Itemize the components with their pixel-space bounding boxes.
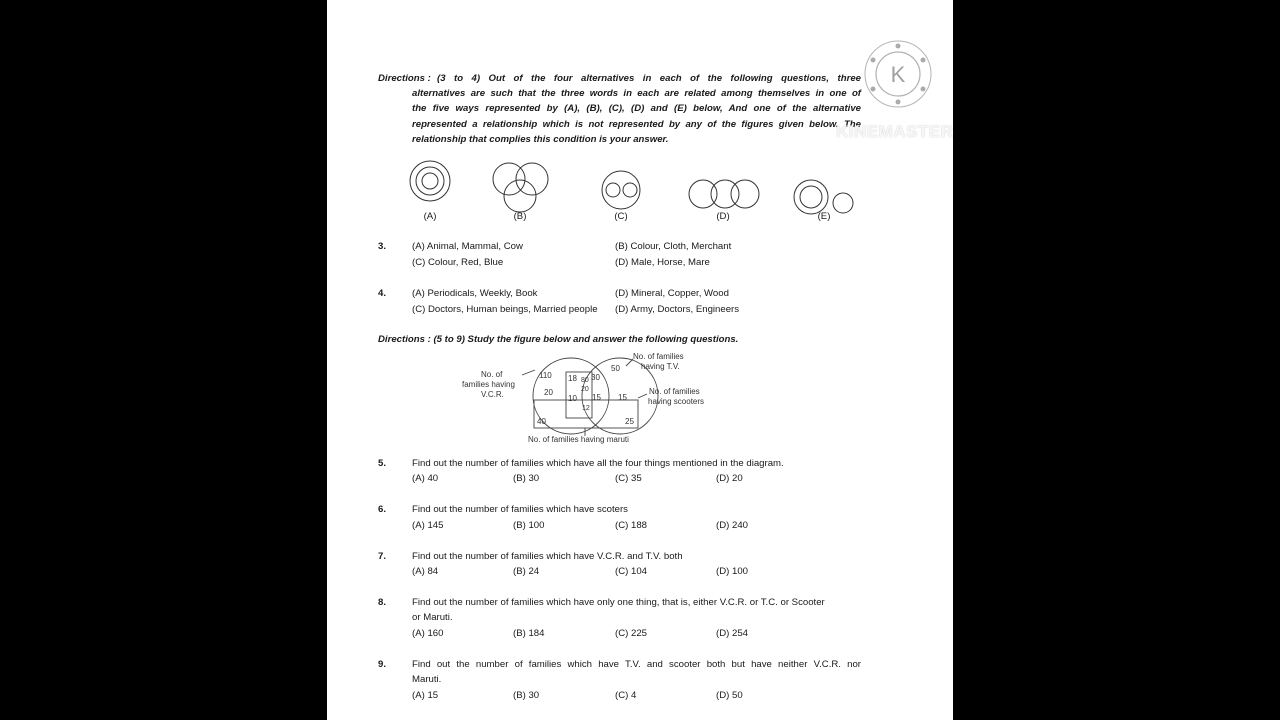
q4-option-c: (C) Doctors, Human beings, Married people xyxy=(412,304,598,315)
pointer-scooter xyxy=(638,394,647,398)
directions-label: Directions : xyxy=(378,73,431,84)
directions-line-3: the five ways represented by (A), (B), (C), (D) and (E) below, And one of the alternative xyxy=(412,103,861,114)
q6-option-a: (A) 145 xyxy=(412,520,444,531)
q7-option-d: (D) 100 xyxy=(716,566,748,577)
figure-e-nested-plus-separate xyxy=(794,180,853,214)
venn-label-scooter-2: having scooters xyxy=(648,397,705,406)
q9-text-line-1: Find out the number of families which have T.V. and scooter both but have neither V.C.R. nor xyxy=(412,659,861,670)
q9-option-c: (C) 4 xyxy=(615,690,637,701)
venn-value-30: 30 xyxy=(591,373,600,382)
venn-value-20-center: 20 xyxy=(581,386,589,393)
q7-text: Find out the number of families which have V.C.R. and T.V. both xyxy=(412,551,683,562)
question-9-number: 9. xyxy=(378,659,387,670)
q9-option-d: (D) 50 xyxy=(716,690,743,701)
venn-value-50: 50 xyxy=(611,364,620,373)
q4-option-b: (D) Mineral, Copper, Wood xyxy=(615,288,729,299)
venn-value-40: 40 xyxy=(537,417,546,426)
venn-label-scooter-1: No. of families xyxy=(649,387,700,396)
venn-value-10: 10 xyxy=(568,394,577,403)
kinemaster-watermark-text: KINEMASTER xyxy=(836,122,954,141)
venn-diagram xyxy=(327,350,953,450)
q8-text-line-1: Find out the number of families which have only one thing, that is, either V.C.R. or T.C. or Scooter xyxy=(412,597,825,608)
q5-option-a: (A) 40 xyxy=(412,473,439,484)
directions-line-4: represented a relationship which is not represented by any of the figures given below. The xyxy=(412,119,861,130)
venn-figures-row xyxy=(327,150,953,220)
venn-value-15-center: 15 xyxy=(592,393,601,402)
venn-label-tv-1: No. of families xyxy=(633,352,684,361)
q8-option-c: (C) 225 xyxy=(615,628,647,639)
q7-option-c: (C) 104 xyxy=(615,566,647,577)
venn-value-15-right: 15 xyxy=(618,393,627,402)
figure-c-two-inside-one xyxy=(602,171,640,209)
svg-text:K: K xyxy=(890,62,906,87)
directions-line-2: alternatives are such that the three words in each are related among themselves in one of xyxy=(412,88,861,99)
q8-text-line-2: or Maruti. xyxy=(412,612,453,623)
figure-label-b: (B) xyxy=(513,211,527,222)
q9-option-a: (A) 15 xyxy=(412,690,439,701)
directions-5-9: Directions : (5 to 9) Study the figure below and answer the following questions. xyxy=(378,334,739,345)
venn-value-110: 110 xyxy=(539,371,552,380)
q8-option-a: (A) 160 xyxy=(412,628,444,639)
directions-line-1: (3 to 4) Out of the four alternatives in each of the following questions, three xyxy=(437,73,861,84)
q6-option-b: (B) 100 xyxy=(513,520,545,531)
q9-text-line-2: Maruti. xyxy=(412,674,442,685)
q5-option-c: (C) 35 xyxy=(615,473,642,484)
figure-label-e: (E) xyxy=(817,211,831,222)
venn-label-vcr-1: No. of xyxy=(481,370,503,379)
figure-label-c: (C) xyxy=(614,211,628,222)
q3-option-a: (A) Animal, Mammal, Cow xyxy=(412,241,523,252)
figure-b-three-overlapping xyxy=(493,163,548,212)
venn-value-18: 18 xyxy=(568,374,577,383)
venn-label-maruti: No. of families having maruti xyxy=(528,435,629,444)
q5-option-b: (B) 30 xyxy=(513,473,540,484)
venn-value-20-left: 20 xyxy=(544,388,553,397)
figure-d-chain xyxy=(689,180,759,208)
q3-option-d: (D) Male, Horse, Mare xyxy=(615,257,710,268)
q3-option-c: (C) Colour, Red, Blue xyxy=(412,257,504,268)
venn-label-vcr-3: V.C.R. xyxy=(481,390,504,399)
q3-option-b: (B) Colour, Cloth, Merchant xyxy=(615,241,732,252)
figure-label-a: (A) xyxy=(423,211,437,222)
figure-label-d: (D) xyxy=(716,211,730,222)
pointer-vcr xyxy=(522,370,535,375)
venn-value-12: 12 xyxy=(582,405,590,412)
venn-value-25: 25 xyxy=(625,417,634,426)
q5-text: Find out the number of families which have all the four things mentioned in the diagram. xyxy=(412,458,784,469)
question-4-number: 4. xyxy=(378,288,387,299)
q4-option-d: (D) Army, Doctors, Engineers xyxy=(615,304,740,315)
q7-option-a: (A) 84 xyxy=(412,566,439,577)
q6-option-c: (C) 188 xyxy=(615,520,647,531)
q8-option-b: (B) 184 xyxy=(513,628,545,639)
question-5-number: 5. xyxy=(378,458,387,469)
q6-text: Find out the number of families which have scoters xyxy=(412,504,628,515)
venn-label-tv-2: having T.V. xyxy=(641,362,680,371)
venn-value-80: 80 xyxy=(581,377,589,384)
question-6-number: 6. xyxy=(378,504,387,515)
question-3-number: 3. xyxy=(378,241,387,252)
directions-line-5: relationship that complies this condition is your answer. xyxy=(412,134,669,145)
q9-option-b: (B) 30 xyxy=(513,690,540,701)
figure-a-concentric xyxy=(410,161,450,201)
question-8-number: 8. xyxy=(378,597,387,608)
q7-option-b: (B) 24 xyxy=(513,566,540,577)
q6-option-d: (D) 240 xyxy=(716,520,748,531)
q8-option-d: (D) 254 xyxy=(716,628,748,639)
q4-option-a: (A) Periodicals, Weekly, Book xyxy=(412,288,538,299)
q5-option-d: (D) 20 xyxy=(716,473,743,484)
question-7-number: 7. xyxy=(378,551,387,562)
pointer-tv xyxy=(626,359,633,366)
venn-label-vcr-2: families having xyxy=(462,380,515,389)
